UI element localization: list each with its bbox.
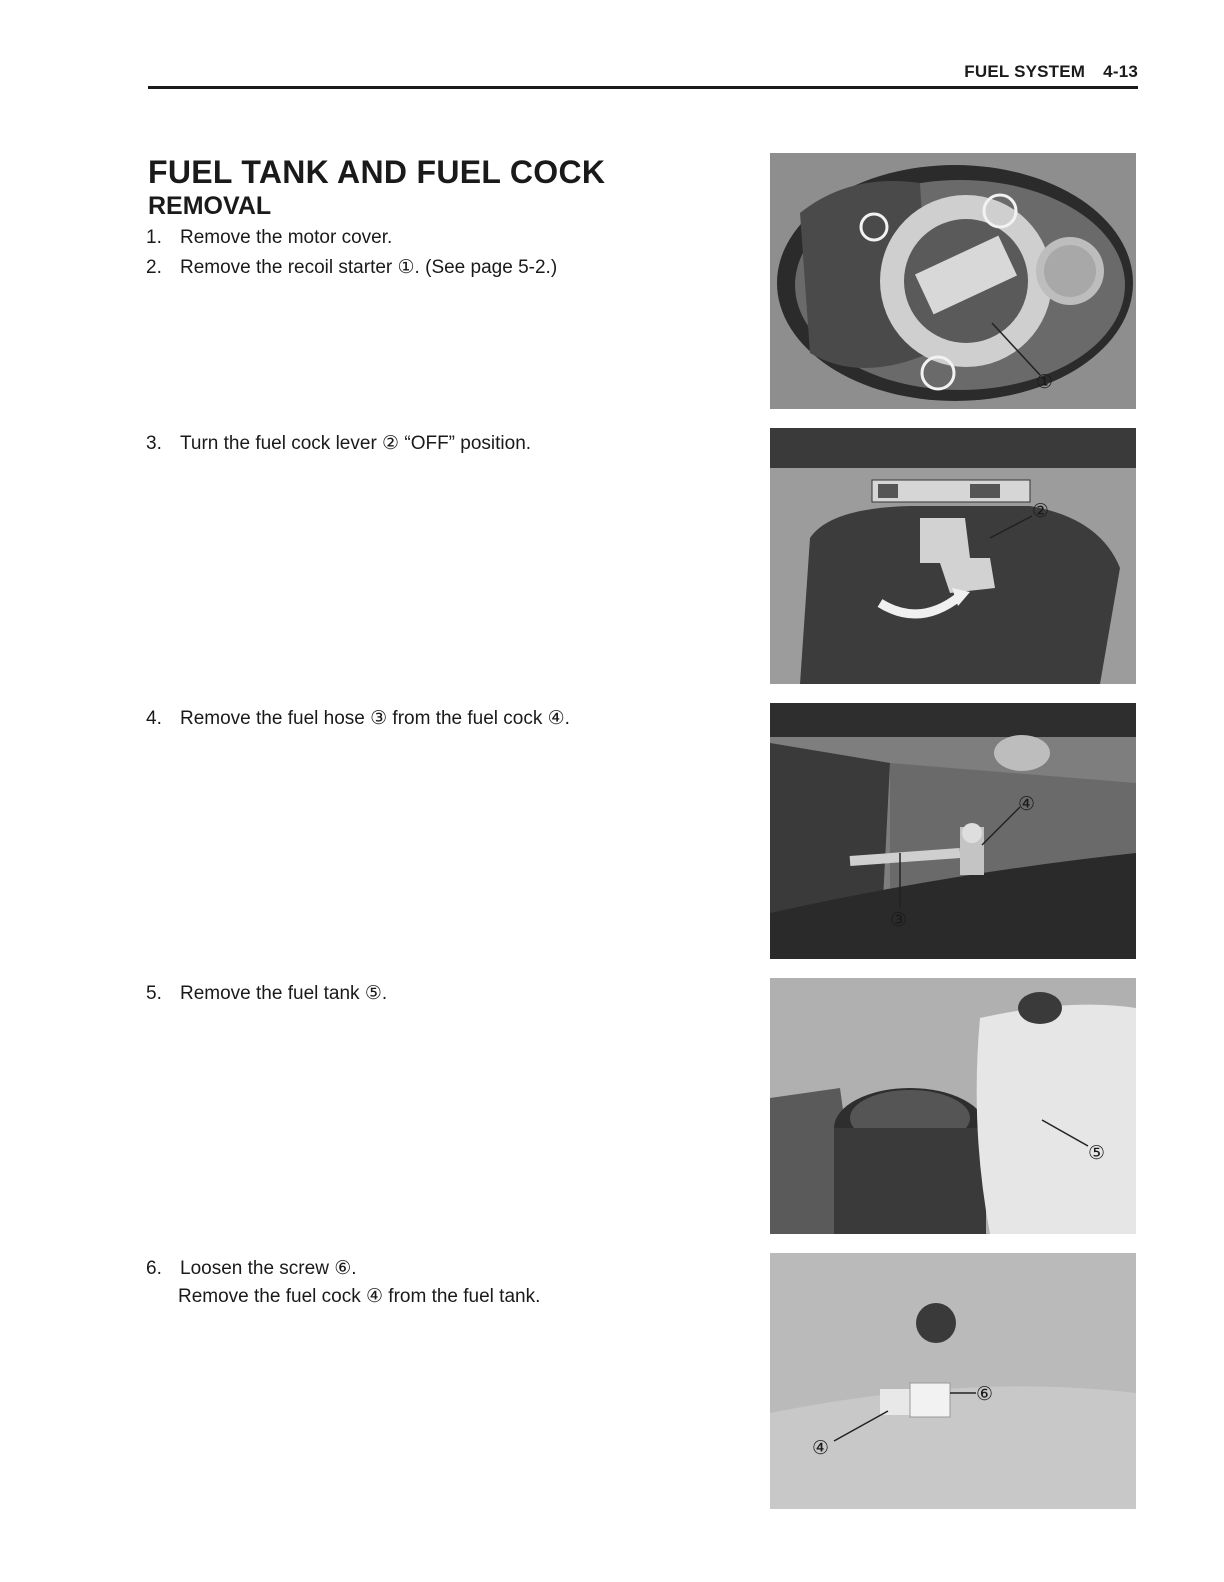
step-4 <box>146 705 570 733</box>
step-text: Remove the motor cover. <box>180 227 393 248</box>
header-text <box>964 62 1138 82</box>
step-3 <box>146 430 531 458</box>
step-number: 4. <box>146 708 162 729</box>
photo-fuel-hose <box>770 703 1136 959</box>
step-text: Turn the fuel cock lever ② “OFF” position. <box>180 433 532 454</box>
section-name: FUEL SYSTEM <box>964 62 1086 81</box>
step-number: 5. <box>146 983 162 1004</box>
page-title: FUEL TANK AND FUEL COCK <box>148 154 606 190</box>
step-number: 1. <box>146 227 162 248</box>
photo-fuel-cock-screw <box>770 1253 1136 1509</box>
step-number: 6. <box>146 1258 162 1279</box>
callout-screw: ⑥ <box>976 1384 994 1405</box>
step-text: Remove the fuel tank ⑤. <box>180 983 388 1004</box>
step-text: Remove the fuel hose ③ from the fuel cock ④. <box>180 708 570 729</box>
step-number: 3. <box>146 433 162 454</box>
step-1 <box>146 224 392 252</box>
photo-fuel-cock-screw-image <box>770 1253 1136 1509</box>
step-text: Loosen the screw ⑥. <box>180 1258 357 1279</box>
page-header <box>148 60 1138 92</box>
step-number: 2. <box>146 257 162 278</box>
page-number: 4-13 <box>1103 62 1138 81</box>
step-6 <box>146 1255 540 1311</box>
step-5 <box>146 980 387 1008</box>
photo-fuel-tank <box>770 978 1136 1234</box>
photo-recoil-starter <box>770 153 1136 409</box>
photo-fuel-hose-image <box>770 703 1136 959</box>
photo-fuel-tank-image <box>770 978 1136 1234</box>
step-text-continued: Remove the fuel cock ④ from the fuel tank. <box>178 1286 541 1307</box>
callout-fuel-cock-lever: ② <box>1032 501 1050 522</box>
callout-fuel-hose: ③ <box>890 910 908 931</box>
photo-fuel-cock-lever <box>770 428 1136 684</box>
callout-fuel-cock-detail: ④ <box>812 1438 830 1459</box>
photo-recoil-starter-image <box>770 153 1136 409</box>
callout-recoil-starter: ① <box>1036 372 1054 393</box>
step-text: Remove the recoil starter ①. (See page 5-2.) <box>180 257 558 278</box>
photo-fuel-cock-lever-image <box>770 428 1136 684</box>
callout-fuel-tank: ⑤ <box>1088 1143 1106 1164</box>
header-rule <box>148 86 1138 89</box>
callout-fuel-cock: ④ <box>1018 794 1036 815</box>
step-2 <box>146 254 557 282</box>
section-subtitle: REMOVAL <box>148 192 272 220</box>
